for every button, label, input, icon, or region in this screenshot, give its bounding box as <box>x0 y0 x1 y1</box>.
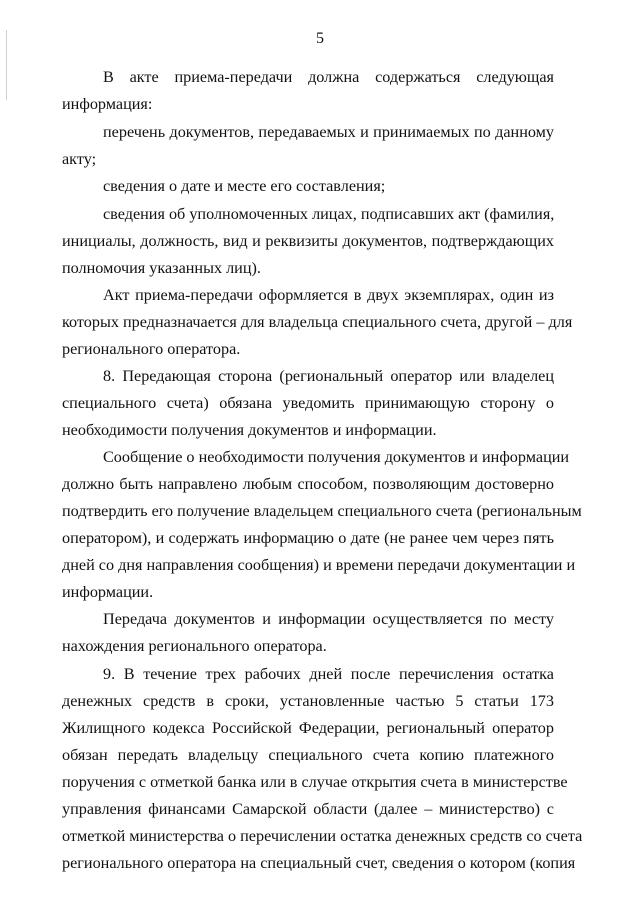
text-line: оператором), и содержать информацию о дате (не ранее чем через пять <box>62 529 554 547</box>
text-line: акту; <box>62 150 97 168</box>
text-line: дней со дня направления сообщения) и времени передачи документации и <box>62 556 576 574</box>
text-line: Акт приема-передачи оформляется в двух экземплярах, один из <box>103 286 554 304</box>
text-line: 9. В течение трех рабочих дней после перечисления остатка <box>103 665 554 683</box>
page-number: 5 <box>316 30 324 47</box>
text-line: 8. Передающая сторона (региональный оператор или владелец <box>103 367 554 385</box>
text-line: Жилищного кодекса Российской Федерации, региональный оператор <box>62 719 554 737</box>
text-line: необходимости получения документов и информации. <box>62 421 437 439</box>
text-line: отметкой министерства о перечислении остатка денежных средств со счета <box>62 827 583 845</box>
text-line: специального счета) обязана уведомить принимающую сторону о <box>62 394 554 412</box>
text-line: нахождения регионального оператора. <box>62 637 327 655</box>
text-line: Передача документов и информации осуществляется по месту <box>103 610 554 628</box>
text-line: денежных средств в сроки, установленные частью 5 статьи 173 <box>62 692 554 710</box>
text-line: инициалы, должность, вид и реквизиты документов, подтверждающих <box>62 232 554 250</box>
text-line: обязан передать владельцу специального счета копию платежного <box>62 746 554 764</box>
text-line: полномочия указанных лиц). <box>62 259 261 277</box>
text-line: сведения об уполномоченных лицах, подписавших акт (фамилия, <box>103 205 555 223</box>
text-line: Сообщение о необходимости получения документов и информации <box>103 448 570 466</box>
text-line: регионального оператора на специальный счет, сведения о котором (копия <box>62 854 576 872</box>
text-line: перечень документов, передаваемых и принимаемых по данному <box>103 123 554 141</box>
text-line: регионального оператора. <box>62 340 241 358</box>
text-line: подтвердить его получение владельцем специального счета (региональным <box>62 502 582 520</box>
text-line: должно быть направлено любым способом, позволяющим достоверно <box>62 475 554 493</box>
text-line: информации. <box>62 583 154 601</box>
text-line: которых предназначается для владельца специального счета, другой – для <box>62 313 573 331</box>
text-line: поручения с отметкой банка или в случае открытия счета в министерстве <box>62 773 568 791</box>
text-line: сведения о дате и месте его составления; <box>103 177 386 195</box>
text-line: В акте приема-передачи должна содержаться следующая <box>103 68 554 86</box>
text-line: управления финансами Самарской области (далее – министерство) с <box>62 800 554 818</box>
text-line: информация: <box>62 95 153 113</box>
